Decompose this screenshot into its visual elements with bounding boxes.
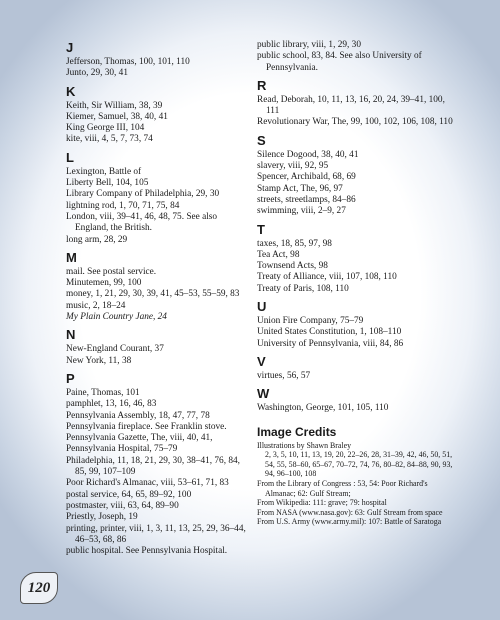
index-entry: Union Fire Company, 75–79: [257, 316, 364, 327]
index-entry: virtues, 56, 57: [257, 370, 311, 381]
index-entry: London, viii, 39–41, 46, 48, 75. See also England, the British.: [66, 211, 218, 234]
credit-line: 2, 3, 5, 10, 11, 13, 19, 20, 22–26, 28, 31–39, 42, 46, 50, 51, 54, 55, 58–60, 65–67, 70–72, 74, 76, 80–82, 84–88, 90, 93, 94, 96–100, 108: [265, 450, 453, 479]
index-entry: King George III, 104: [66, 123, 145, 134]
index-entry: Library Company of Philadelphia, 29, 30: [66, 189, 220, 200]
index-section-v: [257, 354, 457, 382]
section-letter: V: [257, 353, 266, 369]
index-entry: Kiemer, Samuel, 38, 40, 41: [66, 111, 168, 122]
index-entry: Priestly, Joseph, 19: [66, 512, 138, 523]
section-letter: M: [66, 249, 77, 265]
index-entry: Pennsylvania fireplace. See Franklin stove.: [66, 421, 227, 432]
image-credits: [257, 425, 457, 527]
index-section-s: [257, 133, 457, 218]
index-entry: Washington, George, 101, 105, 110: [257, 403, 389, 414]
index-entry: Philadelphia, 11, 18, 21, 29, 30, 38–41, 76, 84, 85, 99, 107–109: [66, 455, 240, 478]
index-entry: Keith, Sir William, 38, 39: [66, 100, 163, 111]
index-section-k: [66, 84, 252, 146]
index-entry: Spencer, Archibald, 68, 69: [257, 172, 356, 183]
index-section-r: [257, 78, 457, 129]
section-letter: P: [66, 370, 75, 386]
index-entry: kite, viii, 4, 5, 7, 73, 74: [66, 134, 153, 145]
index-section-j: [66, 40, 252, 80]
section-letter: U: [257, 299, 267, 315]
index-entry: printing, printer, viii, 1, 3, 11, 13, 25, 29, 36–44, 46–53, 68, 86: [66, 523, 246, 545]
index-entry: taxes, 18, 85, 97, 98: [257, 238, 332, 249]
index-entry: Pennsylvania Assembly, 18, 47, 77, 78: [66, 410, 210, 421]
index-entry: Treaty of Alliance, viii, 107, 108, 110: [257, 272, 397, 283]
index-entry: Pennsylvania Gazette, The, viii, 40, 41,: [66, 433, 213, 444]
index-column-left: [66, 40, 252, 557]
index-entry: New York, 11, 38: [66, 355, 132, 366]
index-entry: swimming, viii, 2–9, 27: [257, 206, 346, 217]
section-letter: L: [66, 149, 74, 165]
section-letter: R: [257, 77, 267, 93]
index-section-u: [257, 299, 457, 350]
credit-line: Illustrations by Shawn Braley: [257, 440, 352, 450]
index-entry: music, 2, 18–24: [66, 300, 126, 311]
section-letter: K: [66, 83, 76, 99]
index-column-right: [257, 40, 457, 527]
index-section-t: [257, 222, 457, 295]
section-letter: J: [66, 40, 74, 55]
index-entry: Stamp Act, The, 96, 97: [257, 183, 343, 194]
section-letter: T: [257, 221, 265, 237]
index-entry: mail. See postal service.: [66, 266, 157, 277]
section-letter: N: [66, 327, 76, 343]
index-entry: Silence Dogood, 38, 40, 41: [257, 149, 359, 160]
index-entry: lightning rod, 1, 70, 71, 75, 84: [66, 200, 180, 211]
index-entry: pamphlet, 13, 16, 46, 83: [66, 399, 157, 410]
index-entry: Pennsylvania Hospital, 75–79: [66, 444, 178, 455]
index-entry: money, 1, 21, 29, 30, 39, 41, 45–53, 55–59, 83: [66, 289, 240, 300]
image-credits-title: Image Credits: [257, 424, 337, 439]
index-section-w: [257, 386, 457, 414]
index-section-m: [66, 250, 252, 323]
index-entry: Treaty of Paris, 108, 110: [257, 283, 349, 294]
index-entry: Revolutionary War, The, 99, 100, 102, 106, 108, 110: [257, 117, 453, 128]
index-section-n: [66, 327, 252, 367]
index-entry: Townsend Acts, 98: [257, 261, 328, 272]
index-entry: Liberty Bell, 104, 105: [66, 178, 149, 189]
index-entry: Jefferson, Thomas, 100, 101, 110: [66, 57, 190, 67]
index-entry: postal service, 64, 65, 89–92, 100: [66, 489, 192, 500]
index-entry: Lexington, Battle of: [66, 166, 142, 177]
index-entry: public library, viii, 1, 29, 30: [257, 40, 361, 50]
index-section-p: [66, 371, 252, 557]
section-letter: S: [257, 132, 266, 148]
page-number: 120: [27, 579, 51, 596]
index-section-l: [66, 150, 252, 246]
index-entry: Minutemen, 99, 100: [66, 278, 142, 289]
credit-line: From U.S. Army (www.army.mil): 107: Battle of Saratoga: [257, 517, 442, 527]
index-section-p-continued: [257, 40, 457, 74]
index-entry: public hospital. See Pennsylvania Hospital.: [66, 546, 228, 557]
section-letter: W: [257, 386, 270, 402]
index-entry: slavery, viii, 92, 95: [257, 161, 329, 172]
index-entry: Poor Richard's Almanac, viii, 53–61, 71, 83: [66, 478, 229, 489]
index-entry: long arm, 28, 29: [66, 234, 128, 245]
index-entry: Read, Deborah, 10, 11, 13, 16, 20, 24, 39–41, 100, 111: [257, 94, 445, 117]
page-number-badge: [20, 572, 58, 604]
index-entry: Junto, 29, 30, 41: [66, 68, 128, 79]
credit-line: From NASA (www.nasa.gov): 63: Gulf Stream from space: [257, 507, 443, 517]
index-entry: University of Pennsylvania, viii, 84, 86: [257, 338, 404, 349]
index-entry: United States Constitution, 1, 108–110: [257, 327, 402, 338]
index-entry: Tea Act, 98: [257, 249, 300, 260]
index-entry: New-England Courant, 37: [66, 344, 164, 355]
credit-line: From the Library of Congress : 53, 54: Poor Richard's Almanac; 62: Gulf Stream;: [257, 478, 428, 498]
index-entry: postmaster, viii, 63, 64, 89–90: [66, 500, 179, 511]
index-entry: My Plain Country Jane, 24: [66, 312, 167, 323]
index-entry: streets, streetlamps, 84–86: [257, 194, 356, 205]
index-entry: Paine, Thomas, 101: [66, 387, 140, 398]
index-entry: public school, 83, 84. See also University of Pennsylvania.: [257, 51, 422, 73]
credit-line: From Wikipedia: 111: grave; 79: hospital: [257, 498, 387, 508]
